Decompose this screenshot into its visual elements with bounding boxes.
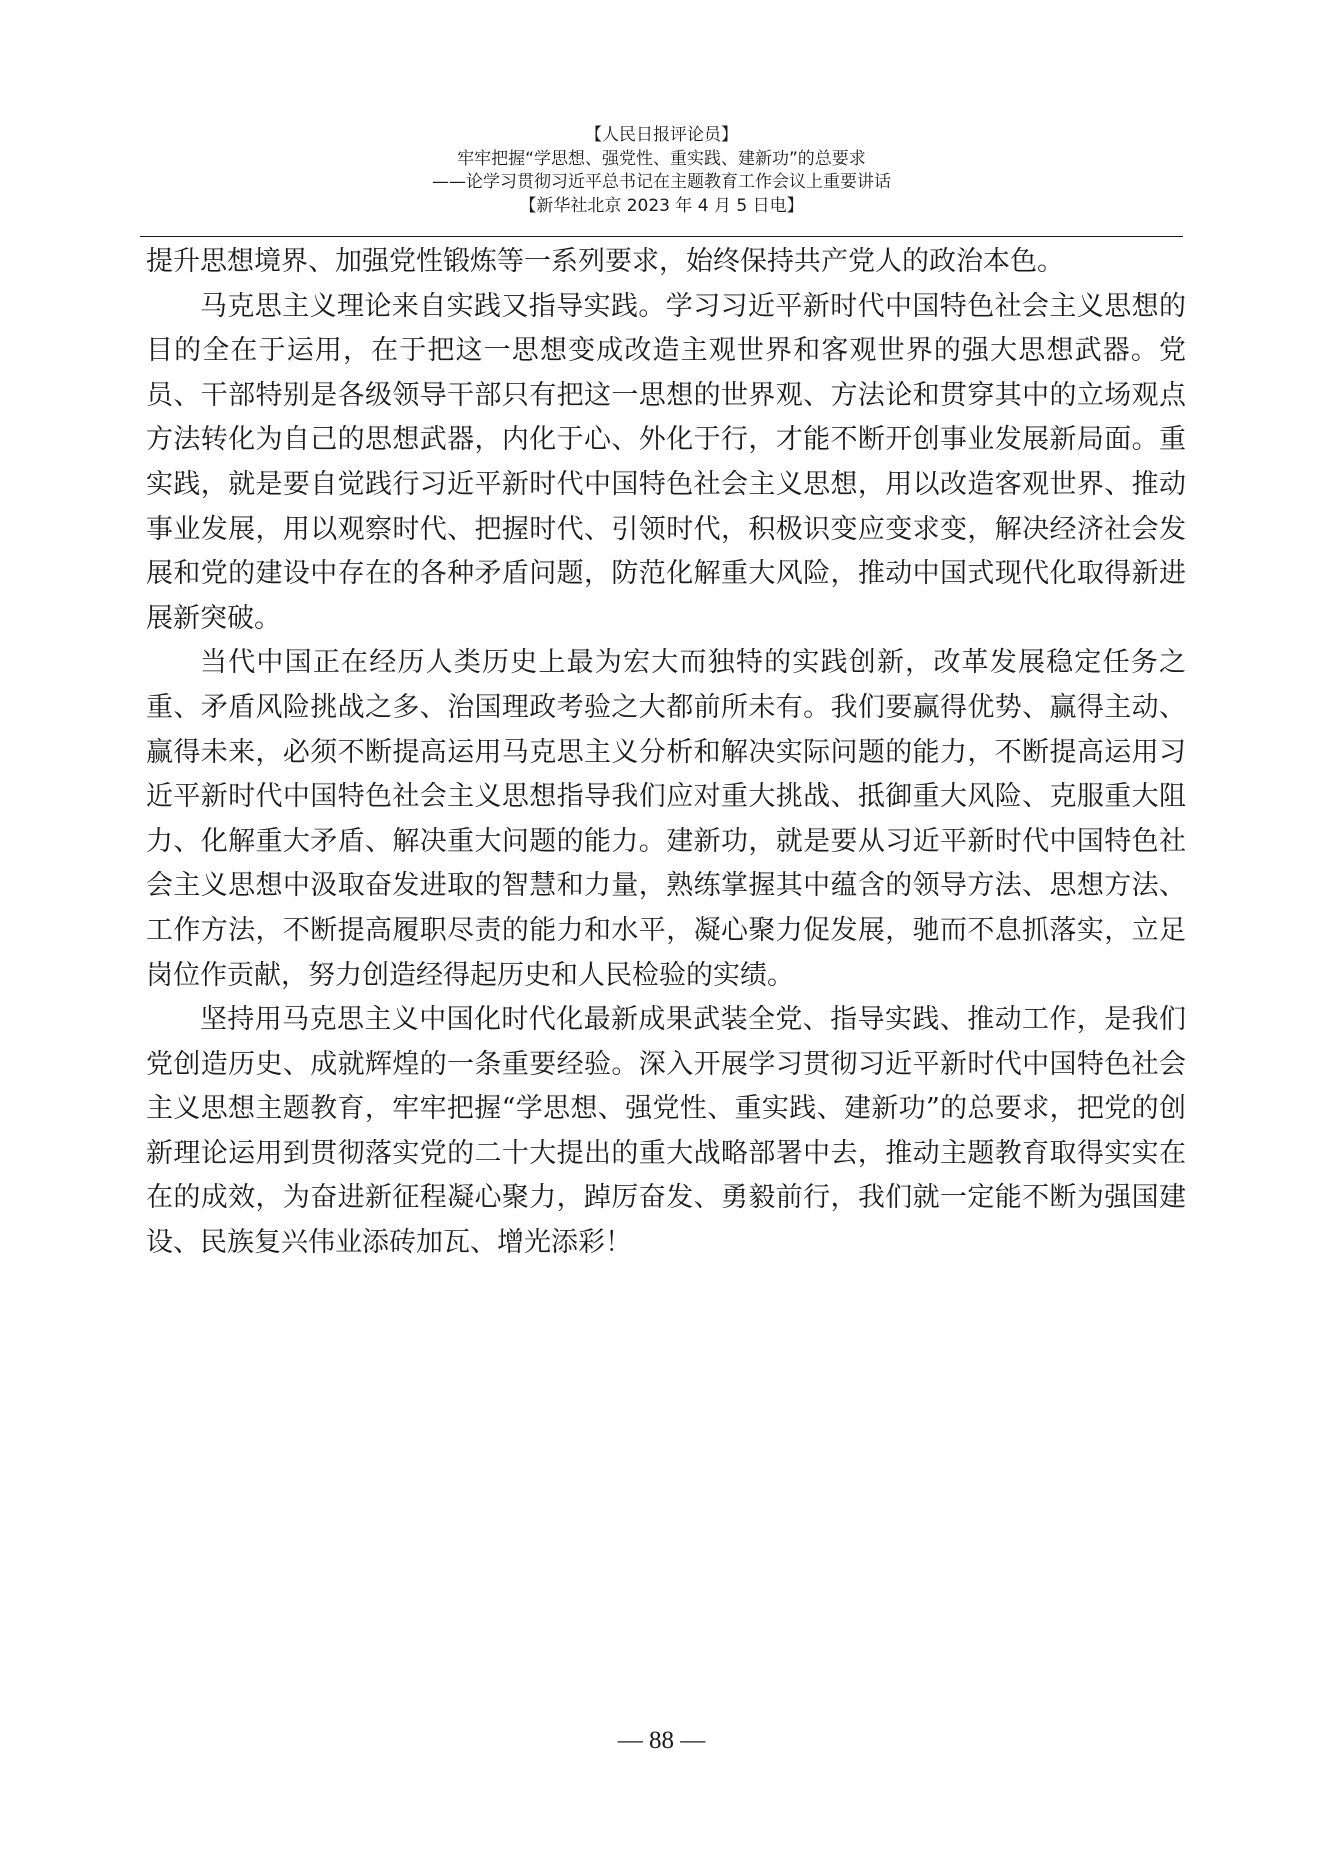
paragraph: 当代中国正在经历人类历史上最为宏大而独特的实践创新，改革发展稳定任务之重、矛盾风险挑战之多、治国理政考验之大都前所未有。我们要赢得优势、赢得主动、赢得未来，必须不断提高运用马克思主义分析和解决实际问题的能力，不断提高运用习近平新时代中国特色社会主义思想指导我们应对重大挑战、抵御重大风险、克服重大阻力、化解重大矛盾、解决重大问题的能力。建新功，就是要从习近平新时代中国特色社会主义思想中汲取奋发进取的智慧和力量，熟练掌握其中蕴含的领导方法、思想方法、工作方法，不断提高履职尽责的能力和水平，凝心聚力促发展，驰而不息抓落实，立足岗位作贡献，努力创造经得起历史和人民检验的实绩。 <box>146 647 1186 991</box>
paragraph: 坚持用马克思主义中国化时代化最新成果武装全党、指导实践、推动工作，是我们党创造历史、成就辉煌的一条重要经验。深入开展学习贯彻习近平新时代中国特色社会主义思想主题教育，牢牢把握“学思想、强党性、重实践、建新功”的总要求，把党的创新理论运用到贯彻落实党的二十大提出的重大战略部署中去，推动主题教育取得实实在在的成效，为奋进新征程凝心聚力，踔厉奋发、勇毅前行，我们就一定能不断为强国建设、民族复兴伟业添砖加瓦、增光添彩！ <box>146 1004 1186 1259</box>
page-number: — 88 — <box>617 1727 706 1754</box>
running-header <box>140 124 1183 218</box>
article-body <box>146 240 1186 1266</box>
header-title: 牢牢把握“学思想、强党性、重实践、建新功”的总要求 <box>457 148 866 169</box>
paragraph: 马克思主义理论来自实践又指导实践。学习习近平新时代中国特色社会主义思想的目的全在于运用，在于把这一思想变成改造主观世界和客观世界的强大思想武器。党员、干部特别是各级领导干部只有把这一思想的世界观、方法论和贯穿其中的立场观点方法转化为自己的思想武器，内化于心、外化于行，才能不断开创事业发展新局面。重实践，就是要自觉践行习近平新时代中国特色社会主义思想，用以改造客观世界、推动事业发展，用以观察时代、把握时代、引领时代，积极识变应变求变，解决经济社会发展和党的建设中存在的各种矛盾问题，防范化解重大风险，推动中国式现代化取得新进展新突破。 <box>146 290 1186 634</box>
paragraph-continued: 提升思想境界、加强党性锻炼等一系列要求，始终保持共产党人的政治本色。 <box>146 246 1064 277</box>
header-divider <box>140 236 1183 237</box>
header-subtitle: ——论学习贯彻习近平总书记在主题教育工作会议上重要讲话 <box>432 172 891 192</box>
header-column-name: 【人民日报评论员】 <box>585 125 738 145</box>
header-dateline: 【新华社北京 2023 年 4 月 5 日电】 <box>519 195 804 216</box>
